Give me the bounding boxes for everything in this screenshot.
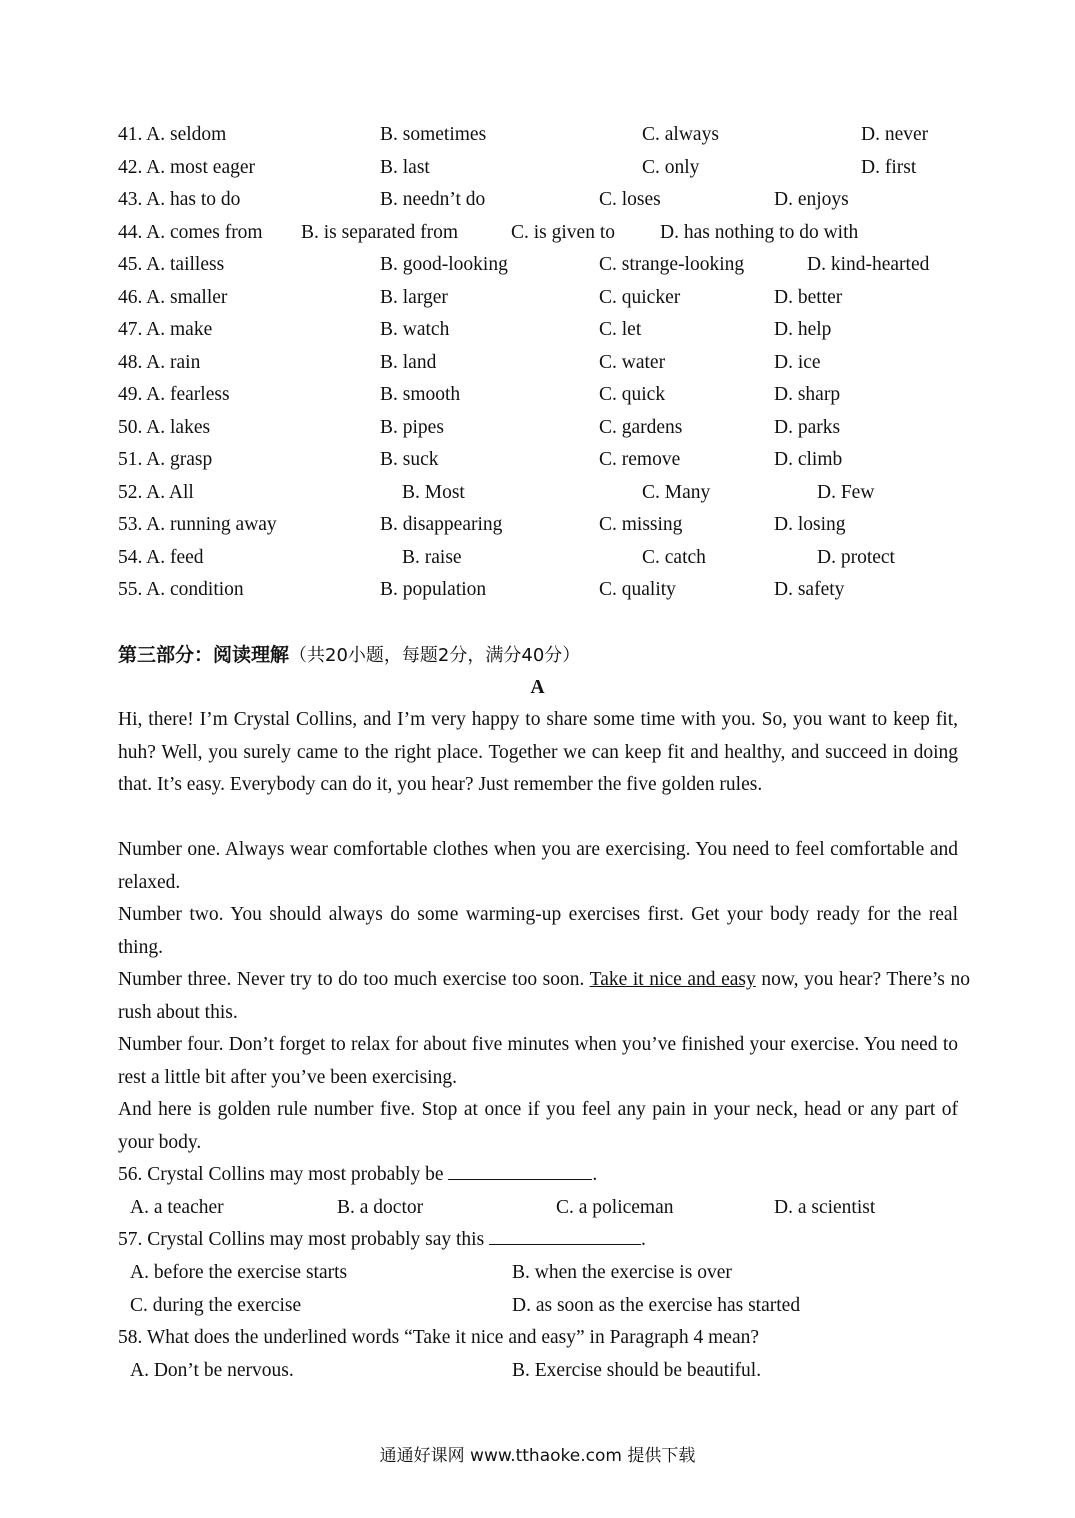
q56-option-a: A. a teacher — [130, 1197, 224, 1218]
option-b: B. population — [380, 579, 487, 600]
option-c: C. quick — [599, 384, 666, 405]
option-d: D. Few — [817, 482, 875, 503]
section-heading — [118, 640, 580, 671]
paragraph-5: Number four. Don’t forget to relax for about five minutes when you’ve finished your exercise. You need to rest a little bit after you’ve been exercising. — [118, 1034, 958, 1088]
option-a: 52. A. All — [118, 482, 194, 503]
cloze-row-52 — [118, 477, 978, 509]
paragraph-4-end: now, you hear? There’s no rush about this. — [118, 969, 970, 1023]
option-c: C. missing — [599, 514, 683, 535]
underlined-phrase: Take it nice and easy — [589, 969, 756, 990]
page-footer: 通通好课网 www.tthaoke.com 提供下载 — [379, 1446, 696, 1466]
option-a: 53. A. running away — [118, 514, 277, 535]
option-a: 43. A. has to do — [118, 189, 241, 210]
option-b: B. smooth — [380, 384, 461, 405]
option-c: C. loses — [599, 189, 661, 210]
option-c: C. gardens — [599, 417, 683, 438]
cloze-row-55 — [118, 574, 978, 606]
option-a: 42. A. most eager — [118, 157, 256, 178]
passage-label: A — [530, 677, 545, 698]
option-d: D. first — [861, 157, 917, 178]
option-b: B. raise — [402, 547, 462, 568]
q56-option-b: B. a doctor — [337, 1197, 424, 1218]
answer-blank — [489, 1224, 641, 1245]
option-d: D. better — [774, 287, 843, 308]
option-b: B. disappearing — [380, 514, 503, 535]
paragraph-1: Hi, there! I’m Crystal Collins, and I’m very happy to share some time with you. So, you want to keep fit, huh? Well, you surely came to the right place. Together we can keep fit and healthy, and succeed in doing that. It’s easy. Everybody can do it, you hear? Just remember the five golden rules. — [118, 709, 958, 795]
paragraph-2: Number one. Always wear comfortable clothes when you are exercising. You need to feel comfortable and relaxed. — [118, 839, 958, 893]
answer-blank — [448, 1159, 592, 1180]
cloze-row-42 — [118, 152, 978, 184]
paragraph-4-start: Number three. Never try to do too much exercise too soon. — [118, 969, 590, 990]
cloze-row-54 — [118, 542, 978, 574]
option-d: D. sharp — [774, 384, 841, 405]
option-b: B. larger — [380, 287, 448, 308]
q57-option-d: D. as soon as the exercise has started — [512, 1295, 801, 1316]
option-d: D. parks — [774, 417, 841, 438]
option-b: B. good-looking — [380, 254, 508, 275]
question-57 — [118, 1224, 646, 1256]
option-d: D. safety — [774, 579, 845, 600]
option-d: D. kind-hearted — [807, 254, 930, 275]
cloze-row-43 — [118, 184, 978, 216]
option-c: C. water — [599, 352, 666, 373]
option-d: D. protect — [817, 547, 895, 568]
q56-option-d: D. a scientist — [774, 1197, 876, 1218]
option-c: C. quality — [599, 579, 676, 600]
q58-option-b: B. Exercise should be beautiful. — [512, 1360, 762, 1381]
cloze-row-44 — [118, 217, 978, 249]
cloze-row-41 — [118, 119, 978, 151]
q57-option-b: B. when the exercise is over — [512, 1262, 732, 1283]
option-b: B. suck — [380, 449, 439, 470]
option-c: C. let — [599, 319, 642, 340]
option-b: B. pipes — [380, 417, 444, 438]
option-c: C. strange-looking — [599, 254, 745, 275]
option-b: B. needn’t do — [380, 189, 486, 210]
cloze-row-47 — [118, 314, 978, 346]
cloze-row-46 — [118, 282, 978, 314]
q56-option-c: C. a policeman — [556, 1197, 674, 1218]
question-56-end: . — [592, 1164, 598, 1185]
option-c: C. remove — [599, 449, 681, 470]
option-c: C. always — [642, 124, 719, 145]
q58-option-a: A. Don’t be nervous. — [130, 1360, 294, 1381]
question-56 — [118, 1159, 597, 1191]
option-b: B. land — [380, 352, 437, 373]
option-c: C. only — [642, 157, 700, 178]
option-a: 48. A. rain — [118, 352, 201, 373]
cloze-row-53 — [118, 509, 978, 541]
option-a: 49. A. fearless — [118, 384, 230, 405]
question-57-stem: 57. Crystal Collins may most probably say this — [118, 1229, 490, 1250]
option-c: C. catch — [642, 547, 706, 568]
section-title: 第三部分：阅读理解 — [118, 644, 290, 666]
option-b: B. watch — [380, 319, 450, 340]
section-note: （共20小题，每题2分，满分40分） — [289, 645, 581, 666]
option-a: 41. A. seldom — [118, 124, 227, 145]
question-57-end: . — [641, 1229, 646, 1250]
paragraph-4 — [118, 964, 970, 1029]
cloze-row-51 — [118, 444, 978, 476]
option-a: 51. A. grasp — [118, 449, 213, 470]
question-58-stem: 58. What does the underlined words “Take it nice and easy” in Paragraph 4 mean? — [118, 1327, 760, 1348]
option-b: B. Most — [402, 482, 465, 503]
paragraph-6: And here is golden rule number five. Stop at once if you feel any pain in your neck, head or any part of your body. — [118, 1099, 958, 1153]
cloze-row-49 — [118, 379, 978, 411]
option-b: B. last — [380, 157, 430, 178]
cloze-row-48 — [118, 347, 978, 379]
option-c: C. is given to — [511, 222, 616, 243]
option-d: D. help — [774, 319, 832, 340]
option-a: 44. A. comes from — [118, 222, 263, 243]
option-b: B. sometimes — [380, 124, 487, 145]
option-a: 54. A. feed — [118, 547, 204, 568]
question-58 — [118, 1322, 759, 1354]
option-d: D. enjoys — [774, 189, 849, 210]
paragraph-3: Number two. You should always do some warming-up exercises first. Get your body ready for the real thing. — [118, 904, 958, 958]
option-d: D. climb — [774, 449, 843, 470]
option-d: D. ice — [774, 352, 821, 373]
option-a: 46. A. smaller — [118, 287, 228, 308]
option-d: D. never — [861, 124, 929, 145]
cloze-row-45 — [118, 249, 978, 281]
option-a: 45. A. tailless — [118, 254, 225, 275]
option-c: C. quicker — [599, 287, 681, 308]
cloze-row-50 — [118, 412, 978, 444]
q57-option-a: A. before the exercise starts — [130, 1262, 348, 1283]
question-56-stem: 56. Crystal Collins may most probably be — [118, 1164, 449, 1185]
option-c: C. Many — [642, 482, 711, 503]
option-d: D. has nothing to do with — [660, 222, 859, 243]
option-a: 47. A. make — [118, 319, 213, 340]
option-d: D. losing — [774, 514, 846, 535]
option-a: 50. A. lakes — [118, 417, 211, 438]
option-b: B. is separated from — [301, 222, 459, 243]
q57-option-c: C. during the exercise — [130, 1295, 302, 1316]
option-a: 55. A. condition — [118, 579, 244, 600]
